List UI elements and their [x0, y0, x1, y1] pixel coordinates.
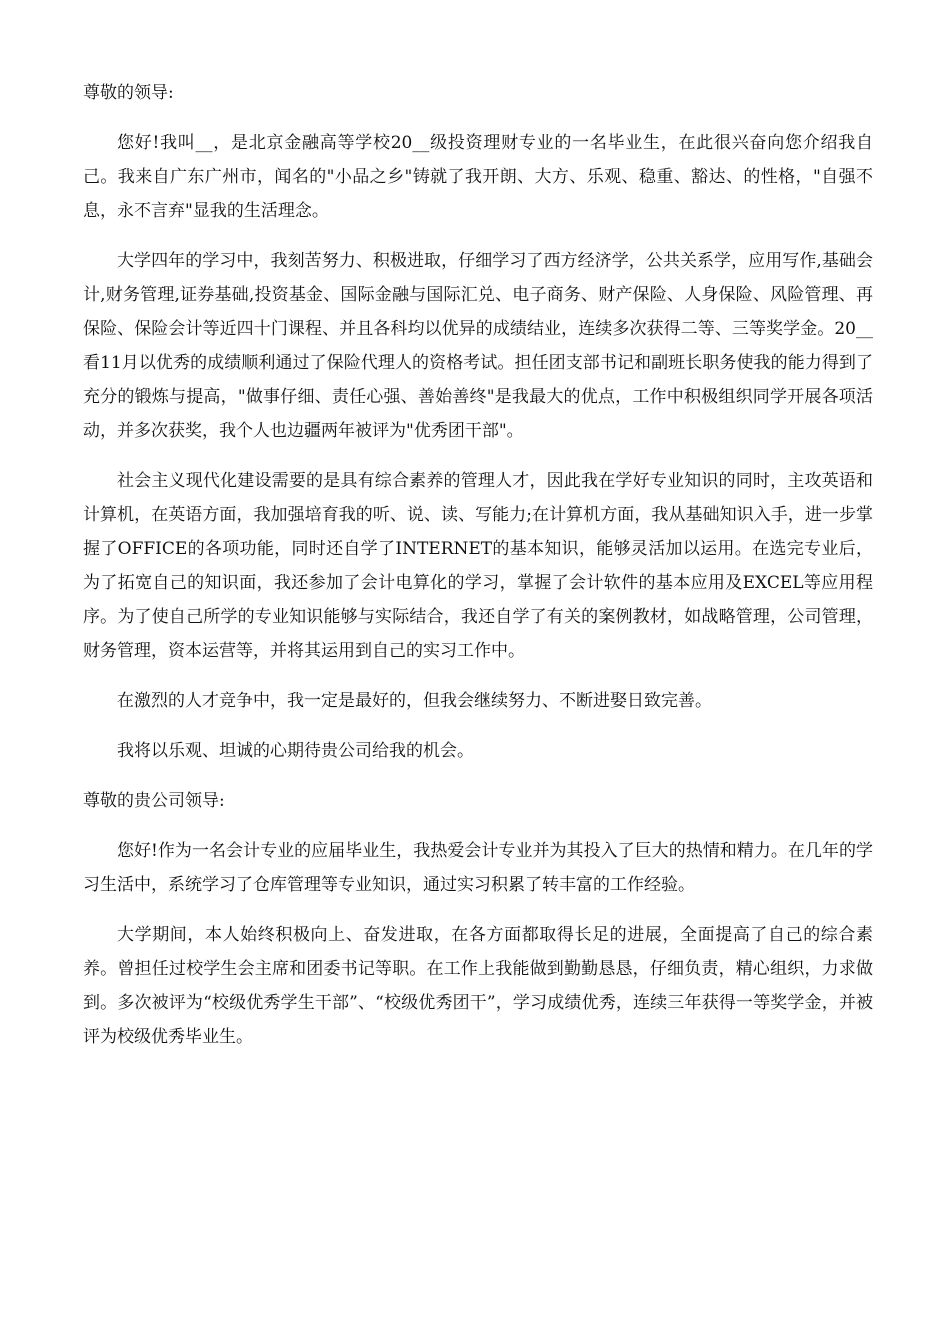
body-paragraph: 大学四年的学习中，我刻苦努力、积极进取，仔细学习了西方经济学，公共关系学，应用写作,基础会计,财务管理,证券基础,投资基金、国际金融与国际汇兑、电子商务、财产保险、人身保险、风险管理、再保险、保险会计等近四十门课程、并且各科均以优异的成绩结业，连续多次获得二等、三等奖学金。20__看11月以优秀的成绩顺利通过了保险代理人的资格考试。担任团支部书记和副班长职务使我的能力得到了充分的锻炼与提高，"做事仔细、责任心强、善始善终"是我最大的优点，工作中积极组织同学开展各项活动，并多次获奖，我个人也边疆两年被评为"优秀团干部"。: [83, 251, 873, 441]
document-body: [83, 76, 873, 1070]
salutation-paragraph: 尊敬的领导:: [83, 83, 174, 103]
body-paragraph: 您好!我叫__，是北京金融高等学校20__级投资理财专业的一名毕业生，在此很兴奋向您介绍我自己。我来自广东广州市，闻名的"小品之乡"铸就了我开朗、大方、乐观、稳重、豁达、的性格，"自强不息，永不言弃"显我的生活理念。: [83, 133, 873, 221]
body-paragraph: 在激烈的人才竞争中，我一定是最好的，但我会继续努力、不断进娶日致完善。: [117, 691, 712, 711]
body-paragraph: 社会主义现代化建设需要的是具有综合素养的管理人才，因此我在学好专业知识的同时，主攻英语和计算机，在英语方面，我加强培育我的听、说、读、写能力;在计算机方面，我从基础知识入手，进一步掌握了OFFICE的各项功能，同时还自学了INTERNET的基本知识，能够灵活加以运用。在选完专业后，为了拓宽自己的知识面，我还参加了会计电算化的学习，掌握了会计软件的基本应用及EXCEL等应用程序。为了使自己所学的专业知识能够与实际结合，我还自学了有关的案例教材，如战略管理，公司管理，财务管理，资本运营等，并将其运用到自己的实习工作中。: [83, 471, 873, 661]
body-paragraph: 大学期间，本人始终积极向上、奋发进取，在各方面都取得长足的进展，全面提高了自己的综合素养。曾担任过校学生会主席和团委书记等职。在工作上我能做到勤勤恳恳，仔细负责，精心组织，力求做到。多次被评为“校级优秀学生干部”、“校级优秀团干”，学习成绩优秀，连续三年获得一等奖学金，并被评为校级优秀毕业生。: [83, 925, 873, 1047]
body-paragraph: 您好!作为一名会计专业的应届毕业生，我热爱会计专业并为其投入了巨大的热情和精力。在几年的学习生活中，系统学习了仓库管理等专业知识，通过实习积累了转丰富的工作经验。: [83, 841, 873, 895]
salutation-paragraph: 尊敬的贵公司领导:: [83, 791, 225, 811]
body-paragraph: 我将以乐观、坦诚的心期待贵公司给我的机会。: [117, 741, 474, 761]
